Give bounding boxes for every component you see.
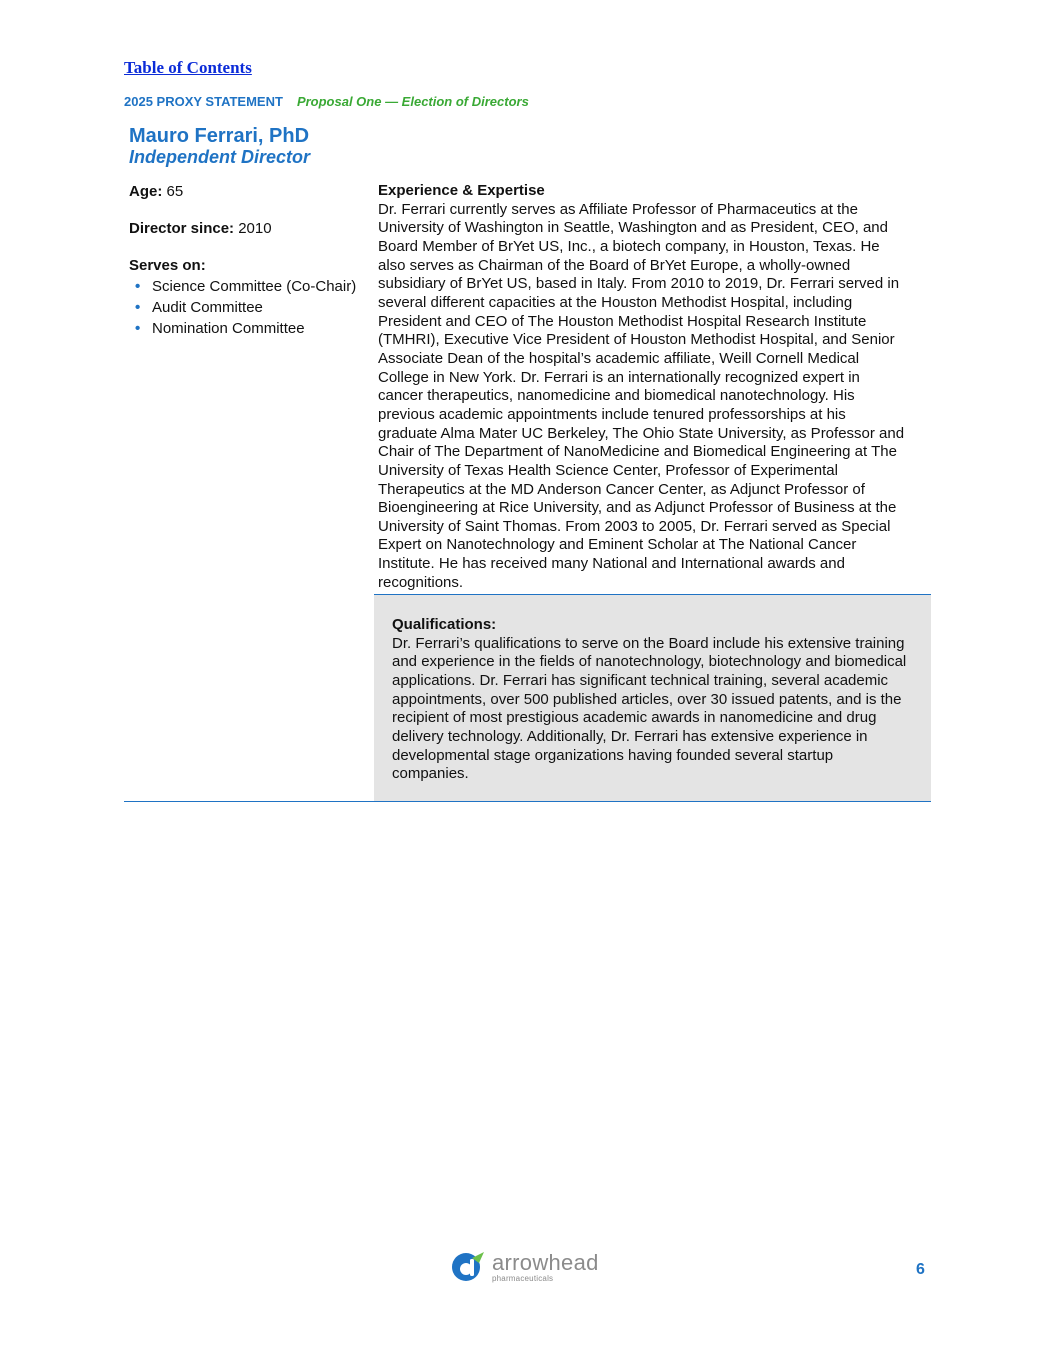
text-line: (TMHRI), Executive Vice President of Houston Methodist Hospital, and Senior xyxy=(378,331,895,349)
director-since-label: Director since: xyxy=(129,220,235,237)
logo-subtitle: pharmaceuticals xyxy=(492,1273,554,1283)
age-value: 65 xyxy=(166,183,184,200)
text-line: Bioengineering at Rice University, and as Adjunct Professor of Business at the xyxy=(378,499,897,517)
text-line: applications. Dr. Ferrari has significant technical training, several academic xyxy=(392,671,889,689)
serves-on-label: Serves on: xyxy=(129,257,206,274)
text-line: previous academic appointments include tenured professorships at his xyxy=(378,405,846,423)
section-divider xyxy=(124,801,931,802)
text-line: recipient of most prestigious academic awards in nanomedicine and drug xyxy=(392,709,877,727)
section-title: Proposal One — Election of Directors xyxy=(296,94,529,109)
running-header xyxy=(124,94,529,109)
director-heading xyxy=(129,125,310,167)
director-profile xyxy=(129,182,369,339)
text-line: cancer therapeutics, nanomedicine and biomedical nanotechnology. His xyxy=(378,387,855,405)
director-since-value: 2010 xyxy=(238,220,272,237)
text-line: several different capacities at the Houston Methodist Hospital, including xyxy=(378,293,853,311)
text-line: Board Member of BrYet US, Inc., a biotech company, in Houston, Texas. He xyxy=(378,237,880,255)
page-number: 6 xyxy=(916,1261,925,1278)
table-of-contents-link[interactable]: Table of Contents xyxy=(124,58,252,77)
text-line: Institute. He has received many National and International awards and xyxy=(378,555,845,573)
logo-wordmark: arrowhead xyxy=(492,1249,599,1275)
committee-name: Science Committee (Co-Chair) xyxy=(152,278,357,295)
text-line: Dr. Ferrari currently serves as Affiliate Professor of Pharmaceutics at the xyxy=(378,200,858,218)
director-since-field xyxy=(129,219,369,238)
qualifications-section xyxy=(392,616,928,784)
bullet-icon: • xyxy=(135,299,141,316)
qualifications-heading: Qualifications: xyxy=(392,616,497,633)
text-line: President and CEO of The Houston Methodist Hospital Research Institute xyxy=(378,312,867,330)
text-line: College in New York. Dr. Ferrari is an internationally recognized expert in xyxy=(378,368,860,386)
text-line: Associate Dean of the hospital’s academic affiliate, Weill Cornell Medical xyxy=(378,349,860,367)
qualifications-box xyxy=(374,594,931,802)
text-line: University of Washington in Seattle, Washington and as President, CEO, and xyxy=(378,219,888,237)
text-line: developmental stage organizations having founded several startup xyxy=(392,746,834,764)
text-line: Therapeutics at the MD Anderson Cancer Center, as Adjunct Professor of xyxy=(378,480,865,498)
text-line: Expert on Nanotechnology and Eminent Scholar at The National Cancer xyxy=(378,536,857,554)
text-line: subsidiary of BrYet US, based in Italy. From 2010 to 2019, Dr. Ferrari served in xyxy=(378,275,900,293)
director-name: Mauro Ferrari, PhD xyxy=(129,125,310,147)
bullet-icon: • xyxy=(135,320,141,337)
document-title: 2025 PROXY STATEMENT xyxy=(124,94,283,109)
committee-name: Nomination Committee xyxy=(152,320,305,337)
text-line: Dr. Ferrari’s qualifications to serve on the Board include his extensive training xyxy=(392,634,905,652)
text-line: University of Texas Health Science Center, Professor of Experimental xyxy=(378,461,838,479)
experience-body xyxy=(378,201,930,593)
text-line: delivery technology. Additionally, Dr. Ferrari has extensive experience in xyxy=(392,727,868,745)
text-line: also serves as Chairman of the Board of BrYet Europe, a wholly-owned xyxy=(378,256,851,274)
text-line: University of Saint Thomas. From 2003 to 2005, Dr. Ferrari served as Special xyxy=(378,517,891,535)
age-field xyxy=(129,182,369,201)
arrowhead-logo-icon xyxy=(451,1250,487,1284)
committee-list xyxy=(129,276,369,339)
company-logo xyxy=(451,1249,599,1285)
committee-name: Audit Committee xyxy=(152,299,263,316)
age-label: Age: xyxy=(129,183,163,200)
text-line: companies. xyxy=(392,765,469,783)
experience-heading: Experience & Expertise xyxy=(378,182,545,199)
text-line: graduate Alma Mater UC Berkeley, The Ohio State University, as Professor and xyxy=(378,424,905,442)
text-line: Chair of The Department of NanoMedicine and Biomedical Engineering at The xyxy=(378,443,897,461)
list-item xyxy=(129,276,369,297)
experience-section xyxy=(378,182,930,592)
serves-on-field xyxy=(129,256,369,339)
text-line: appointments, over 500 published articles, over 30 issued patents, and is the xyxy=(392,690,902,708)
list-item xyxy=(129,318,369,339)
text-line: recognitions. xyxy=(378,573,464,591)
text-line: and experience in the fields of nanotechnology, biotechnology and biomedical xyxy=(392,653,907,671)
director-role: Independent Director xyxy=(129,147,311,167)
list-item xyxy=(129,297,369,318)
bullet-icon: • xyxy=(135,278,141,295)
